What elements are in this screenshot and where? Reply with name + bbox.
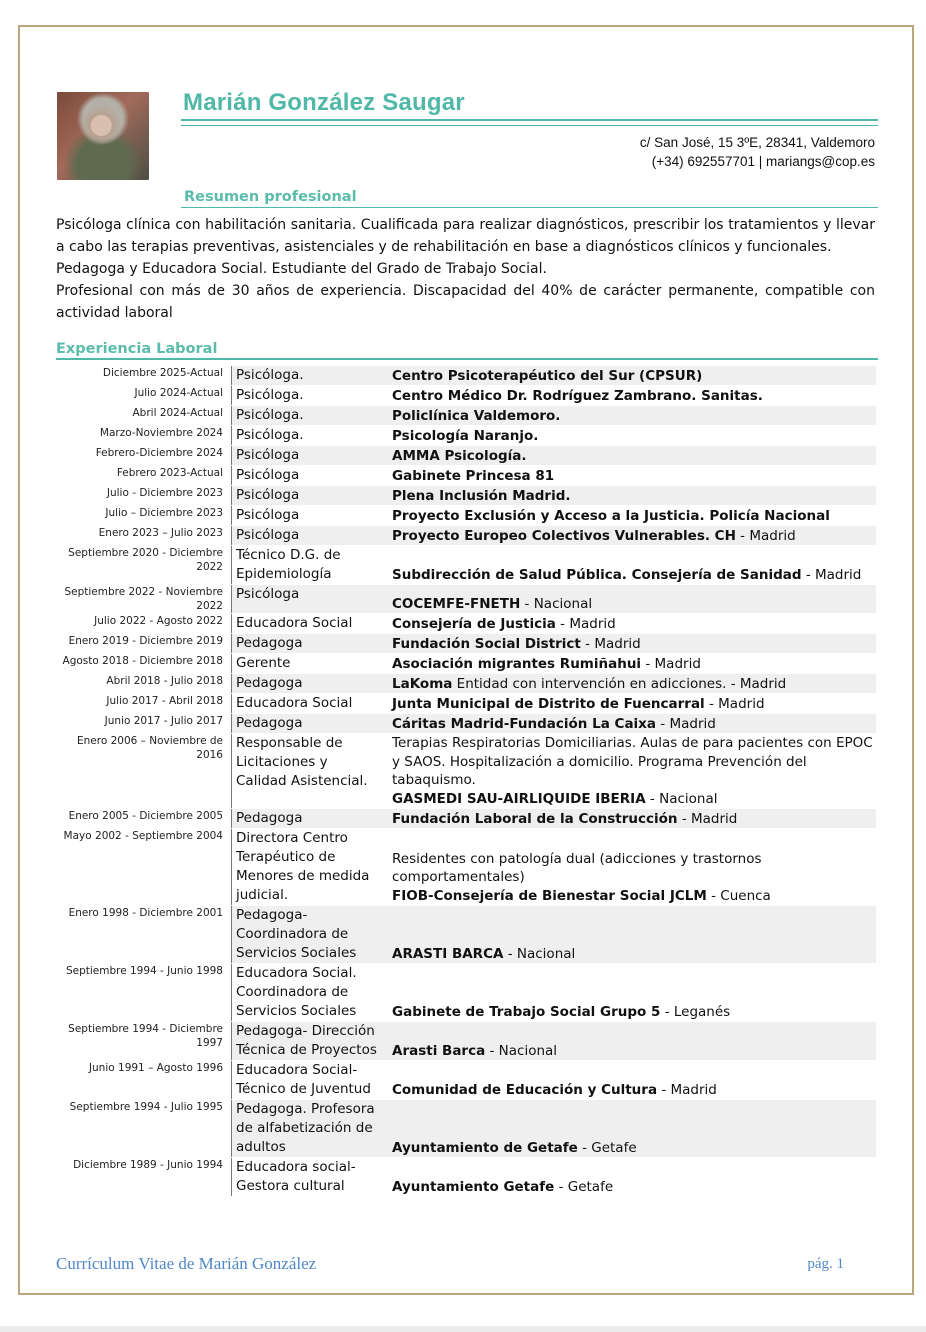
experience-date: Enero 1998 - Diciembre 2001 [56, 906, 232, 963]
experience-date: Junio 2017 - Julio 2017 [56, 714, 232, 733]
experience-date: Diciembre 1989 - Junio 1994 [56, 1158, 232, 1196]
experience-location: - Madrid [656, 715, 716, 732]
experience-organization-cell [382, 426, 876, 445]
experience-organization: COCEMFE-FNETH [392, 595, 521, 612]
experience-organization-cell [382, 1158, 876, 1196]
experience-date: Julio – Diciembre 2023 [56, 506, 232, 525]
experience-role: Psicóloga [236, 467, 300, 483]
experience-organization-cell [382, 809, 876, 828]
experience-role: Pedagoga [232, 714, 382, 733]
experience-organization: Plena Inclusión Madrid. [392, 487, 571, 504]
experience-date: Enero 2023 – Julio 2023 [56, 526, 232, 545]
experience-date: Marzo-Noviembre 2024 [56, 426, 232, 445]
experience-location: - Madrid [735, 527, 796, 544]
experience-organization: Fundación Laboral de la Construcción [392, 810, 678, 827]
experience-date: Septiembre 2020 - Diciembre 2022 [56, 546, 232, 584]
experience-date: Enero 2006 – Noviembre de 2016 [56, 734, 232, 808]
experience-row [56, 674, 876, 693]
experience-row [56, 829, 876, 905]
experience-row [56, 526, 876, 545]
experience-row [56, 546, 876, 584]
experience-role: Técnico D.G. de Epidemiología [236, 547, 341, 582]
experience-organization-cell [382, 466, 876, 485]
experience-location: - Nacional [645, 790, 718, 807]
experience-role: Psicóloga [232, 526, 382, 545]
experience-divider [56, 358, 878, 360]
experience-date: Agosto 2018 - Diciembre 2018 [56, 654, 232, 673]
experience-row [56, 585, 876, 613]
experience-role: Pedagoga- Dirección Técnica de Proyectos [232, 1022, 382, 1060]
experience-location: - Nacional [485, 1042, 558, 1059]
experience-table [56, 365, 876, 1197]
experience-description: Terapias Respiratorias Domiciliarias. Aulas de para pacientes con EPOC y SAOS. Hospitalización a domicilio. Programa Prevención del tabaquismo. [392, 735, 873, 788]
experience-row [56, 634, 876, 653]
experience-organization-cell [382, 486, 876, 505]
experience-date: Mayo 2002 - Septiembre 2004 [56, 829, 232, 905]
contact-line: (+34) 692557701 | mariangs@cop.es [651, 154, 875, 169]
experience-location: - Madrid [641, 655, 701, 672]
experience-date: Junio 1991 – Agosto 1996 [56, 1061, 232, 1099]
experience-organization-cell [382, 714, 876, 733]
experience-role: Psicóloga [236, 507, 300, 523]
experience-role: Educadora Social [236, 695, 353, 711]
experience-date: Julio 2017 - Abril 2018 [56, 694, 232, 713]
experience-date: Diciembre 2025-Actual [56, 366, 232, 385]
experience-role: Psicóloga [232, 486, 382, 505]
experience-organization: Arasti Barca [392, 1042, 486, 1059]
experience-row [56, 426, 876, 445]
experience-location: - Leganés [660, 1003, 731, 1020]
experience-role: Pedagoga [232, 809, 382, 828]
bottom-strip [0, 1326, 926, 1332]
experience-organization: Consejería de Justicia [392, 615, 556, 632]
experience-organization: Centro Médico Dr. Rodríguez Zambrano. Sanitas. [392, 387, 763, 404]
experience-row [56, 714, 876, 733]
experience-role: Gerente [236, 655, 291, 671]
experience-organization: Junta Municipal de Distrito de Fuencarral [392, 695, 705, 712]
experience-date: Enero 2005 - Diciembre 2005 [56, 809, 232, 828]
experience-role: Psicóloga. [236, 427, 304, 443]
experience-organization: Ayuntamiento Getafe [392, 1178, 555, 1195]
experience-date: Julio 2024-Actual [56, 386, 232, 405]
summary-heading: Resumen profesional [184, 189, 357, 205]
experience-organization: ARASTI BARCA [392, 945, 504, 962]
experience-organization-cell [382, 366, 876, 385]
experience-organization-cell [382, 585, 876, 613]
experience-organization-cell [382, 526, 876, 545]
experience-organization: Ayuntamiento de Getafe [392, 1139, 578, 1156]
experience-row [56, 906, 876, 963]
experience-heading: Experiencia Laboral [56, 341, 218, 357]
experience-role: Psicóloga. [232, 366, 382, 385]
page-number: pág. 1 [807, 1256, 844, 1272]
experience-location: - Madrid [555, 615, 616, 632]
experience-organization: Gabinete Princesa 81 [392, 467, 555, 484]
experience-role: Responsable de Licitaciones y Calidad Asistencial. [236, 735, 368, 789]
experience-date: Julio - Diciembre 2023 [56, 486, 232, 505]
experience-organization: AMMA Psicología. [392, 447, 527, 464]
experience-date: Febrero-Diciembre 2024 [56, 446, 232, 465]
experience-date: Enero 2019 - Diciembre 2019 [56, 634, 232, 653]
experience-organization-cell [382, 506, 876, 525]
experience-date: Abril 2018 - Julio 2018 [56, 674, 232, 693]
experience-row [56, 486, 876, 505]
experience-role: Educadora Social- Técnico de Juventud [236, 1062, 371, 1097]
experience-row [56, 734, 876, 808]
summary-paragraph: Psicóloga clínica con habilitación sanitaria. Cualificada para realizar diagnósticos, prescribir los tratamientos y llevar a cabo las terapias preventivas, asistenciales y de rehabilitación en base a diagnósticos clínicos y funcionales. [56, 217, 875, 255]
experience-organization-cell [382, 406, 876, 425]
experience-row [56, 694, 876, 713]
experience-organization-cell [382, 1061, 876, 1099]
experience-row [56, 366, 876, 385]
summary-paragraph: Profesional con más de 30 años de experiencia. Discapacidad del 40% de carácter permanente, compatible con actividad laboral [56, 283, 875, 321]
experience-location: - Getafe [577, 1139, 637, 1156]
experience-role: Educadora Social. Coordinadora de Servicios Sociales [236, 965, 357, 1019]
candidate-name: Marián González Saugar [183, 89, 465, 116]
experience-organization-cell [382, 1100, 876, 1157]
experience-date: Julio 2022 - Agosto 2022 [56, 614, 232, 633]
experience-organization: LaKoma [392, 675, 453, 692]
experience-role: Pedagoga- Coordinadora de Servicios Sociales [232, 906, 382, 963]
experience-role: Educadora social- Gestora cultural [236, 1159, 356, 1194]
experience-organization-cell [382, 446, 876, 465]
experience-description: Residentes con patología dual (adicciones y trastornos comportamentales) [392, 850, 762, 885]
name-divider [181, 119, 878, 126]
experience-date: Septiembre 2022 - Noviembre 2022 [56, 585, 232, 613]
experience-role: Psicóloga [232, 446, 382, 465]
experience-organization-cell [382, 694, 876, 713]
experience-organization-cell [382, 654, 876, 673]
experience-organization: Policlínica Valdemoro. [392, 407, 561, 424]
experience-organization-cell [382, 734, 876, 808]
experience-organization-cell [382, 1022, 876, 1060]
experience-location: - Madrid [801, 566, 862, 583]
profile-photo [57, 92, 149, 180]
experience-role: Psicóloga. [236, 387, 304, 403]
experience-organization-cell [382, 674, 876, 693]
address-line: c/ San José, 15 3ºE, 28341, Valdemoro [639, 135, 875, 150]
experience-role: Psicóloga [232, 585, 382, 613]
experience-row [56, 1061, 876, 1099]
experience-organization: GASMEDI SAU-AIRLIQUIDE IBERIA [392, 790, 646, 807]
experience-organization: Fundación Social District [392, 635, 581, 652]
experience-organization-cell [382, 964, 876, 1021]
experience-row [56, 1022, 876, 1060]
experience-row [56, 809, 876, 828]
experience-location: - Nacional [503, 945, 576, 962]
experience-location: - Madrid [580, 635, 641, 652]
experience-organization: Asociación migrantes Rumiñahui [392, 655, 642, 672]
experience-date: Abril 2024-Actual [56, 406, 232, 425]
experience-location: - Madrid [677, 810, 738, 827]
experience-organization: FIOB-Consejería de Bienestar Social JCLM [392, 887, 707, 904]
experience-date: Febrero 2023-Actual [56, 466, 232, 485]
experience-row [56, 466, 876, 485]
experience-row [56, 386, 876, 405]
experience-row [56, 406, 876, 425]
experience-organization-cell [382, 386, 876, 405]
summary-divider [181, 207, 878, 208]
experience-organization: Gabinete de Trabajo Social Grupo 5 [392, 1003, 661, 1020]
experience-role: Pedagoga. Profesora de alfabetización de adultos [232, 1100, 382, 1157]
experience-role: Educadora Social [236, 615, 353, 631]
experience-organization: Centro Psicoterapéutico del Sur (CPSUR) [392, 367, 703, 384]
experience-organization: Comunidad de Educación y Cultura [392, 1081, 658, 1098]
footer-title: Currículum Vitae de Marián González [56, 1254, 317, 1273]
experience-row [56, 654, 876, 673]
experience-row [56, 964, 876, 1021]
experience-organization-cell [382, 829, 876, 905]
experience-role: Directora Centro Terapéutico de Menores de medida judicial. [236, 830, 370, 903]
summary-body [56, 214, 875, 324]
experience-role: Pedagoga [232, 634, 382, 653]
experience-location: - Cuenca [706, 887, 771, 904]
experience-location: - Getafe [554, 1178, 614, 1195]
experience-row [56, 1100, 876, 1157]
experience-location: - Madrid [704, 695, 765, 712]
experience-location: Entidad con intervención en adicciones. - Madrid [452, 675, 787, 692]
experience-organization: Proyecto Exclusión y Acceso a la Justicia. Policía Nacional [392, 507, 830, 524]
experience-role: Psicóloga. [232, 406, 382, 425]
experience-row [56, 1158, 876, 1196]
experience-row [56, 446, 876, 465]
experience-row [56, 614, 876, 633]
experience-organization: Psicología Naranjo. [392, 427, 539, 444]
experience-role: Pedagoga [232, 674, 382, 693]
experience-organization: Proyecto Europeo Colectivos Vulnerables. CH [392, 527, 736, 544]
experience-row [56, 506, 876, 525]
experience-organization: Subdirección de Salud Pública. Consejería de Sanidad [392, 566, 802, 583]
experience-organization-cell [382, 614, 876, 633]
experience-date: Septiembre 1994 - Julio 1995 [56, 1100, 232, 1157]
experience-organization-cell [382, 546, 876, 584]
contact-block [640, 133, 875, 171]
experience-date: Septiembre 1994 - Diciembre 1997 [56, 1022, 232, 1060]
experience-location: - Nacional [520, 595, 593, 612]
summary-paragraph: Pedagoga y Educadora Social. Estudiante del Grado de Trabajo Social. [56, 261, 547, 277]
experience-date: Septiembre 1994 - Junio 1998 [56, 964, 232, 1021]
experience-organization-cell [382, 634, 876, 653]
experience-organization-cell [382, 906, 876, 963]
experience-organization: Cáritas Madrid-Fundación La Caixa [392, 715, 656, 732]
experience-location: - Madrid [657, 1081, 717, 1098]
